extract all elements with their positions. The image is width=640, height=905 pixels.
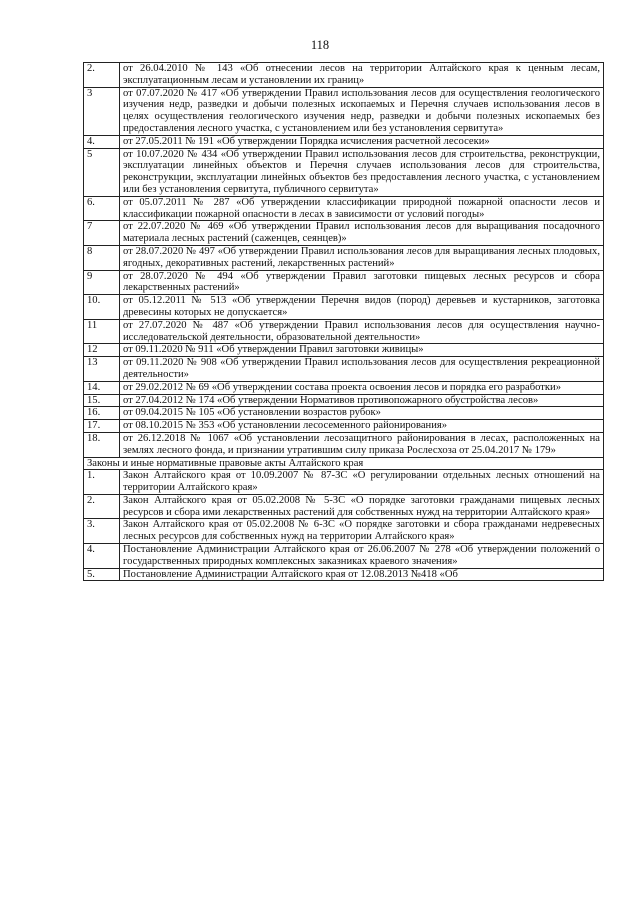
- row-number: 1.: [84, 470, 120, 495]
- table-row: [84, 420, 604, 433]
- row-text: Постановление Администрации Алтайского края от 26.06.2007 № 278 «Об утверждении положений о государственных природных комплексных заказниках краевого значения»: [120, 544, 604, 569]
- row-text: от 27.04.2012 № 174 «Об утверждении Нормативов противопожарного обустройства лесов»: [120, 394, 604, 407]
- row-text: от 09.11.2020 № 908 «Об утверждении Правил использования лесов для осуществления рекреационной деятельности»: [120, 357, 604, 382]
- table-row: [84, 381, 604, 394]
- row-text: от 09.11.2020 № 911 «Об утверждении Правил заготовки живицы»: [120, 344, 604, 357]
- row-number: 7: [84, 221, 120, 246]
- table-row: [84, 245, 604, 270]
- row-number: 4.: [84, 544, 120, 569]
- row-number: 3.: [84, 519, 120, 544]
- row-number: 4.: [84, 135, 120, 148]
- row-number: 2.: [84, 494, 120, 519]
- row-number: 10.: [84, 295, 120, 320]
- row-text: Закон Алтайского края от 10.09.2007 № 87-ЗС «О регулировании отдельных лесных отношений на территории Алтайского края»: [120, 470, 604, 495]
- row-text: от 27.07.2020 № 487 «Об утверждении Правил использования лесов для осуществления научно-исследовательской деятельности, образовательной деятельности»: [120, 319, 604, 344]
- table-row: [84, 196, 604, 221]
- table-row: [84, 319, 604, 344]
- table-row: [84, 357, 604, 382]
- table-row: [84, 494, 604, 519]
- row-number: 5: [84, 148, 120, 196]
- table-row: [84, 135, 604, 148]
- row-text: от 05.12.2011 № 513 «Об утверждении Перечня видов (пород) деревьев и кустарников, заготовка древесины которых не допускается»: [120, 295, 604, 320]
- table-row: [84, 432, 604, 457]
- regulations-table-body: [84, 63, 604, 581]
- regulations-table: [83, 62, 604, 581]
- row-text: от 26.04.2010 № 143 «Об отнесении лесов на территории Алтайского края к ценным лесам, эксплуатационным лесам и установлении их границ»: [120, 63, 604, 88]
- table-row: [84, 394, 604, 407]
- page-number: 118: [310, 38, 330, 52]
- row-number: 17.: [84, 420, 120, 433]
- row-number: 3: [84, 87, 120, 135]
- row-text: Постановление Администрации Алтайского края от 12.08.2013 №418 «Об: [120, 568, 604, 581]
- row-text: от 22.07.2020 № 469 «Об утверждении Правил использования лесов для выращивания посадочного материала лесных растений (саженцев, сеянцев)»: [120, 221, 604, 246]
- row-text: от 08.10.2015 № 353 «Об установлении лесосеменного районирования»: [120, 420, 604, 433]
- row-text: Закон Алтайского края от 05.02.2008 № 6-ЗС «О порядке заготовки и сбора гражданами недревесных лесных ресурсов для собственных нужд на территории Алтайского края»: [120, 519, 604, 544]
- row-number: 5.: [84, 568, 120, 581]
- row-number: 15.: [84, 394, 120, 407]
- table-row: [84, 544, 604, 569]
- row-text: от 27.05.2011 № 191 «Об утверждении Порядка исчисления расчетной лесосеки»: [120, 135, 604, 148]
- row-text: Закон Алтайского края от 05.02.2008 № 5-ЗС «О порядке заготовки гражданами пищевых лесных ресурсов и сбора ими лекарственных растений для собственных нужд на территории Алтайского края»: [120, 494, 604, 519]
- row-text: от 10.07.2020 № 434 «Об утверждении Правил использования лесов для строительства, реконструкции, эксплуатации линейных объектов и Перечня случаев использования лесов для строительства, реконструкции, эксплуатации линейных объектов без предоставления лесного участка, с установлением или без установления сервитута, публичного сервитута»: [120, 148, 604, 196]
- row-number: 12: [84, 344, 120, 357]
- table-row: [84, 221, 604, 246]
- row-number: 2.: [84, 63, 120, 88]
- section-heading-row: [84, 457, 604, 470]
- table-row: [84, 87, 604, 135]
- row-text: от 09.04.2015 № 105 «Об установлении возрастов рубок»: [120, 407, 604, 420]
- row-number: 8: [84, 245, 120, 270]
- table-row: [84, 519, 604, 544]
- table-row: [84, 344, 604, 357]
- row-number: 14.: [84, 381, 120, 394]
- table-row: [84, 568, 604, 581]
- table-row: [84, 148, 604, 196]
- table-row: [84, 270, 604, 295]
- row-text: от 05.07.2011 № 287 «Об утверждении классификации природной пожарной опасности лесов и классификации пожарной опасности в лесах в зависимости от условий погоды»: [120, 196, 604, 221]
- row-text: от 28.07.2020 № 494 «Об утверждении Правил заготовки пищевых лесных ресурсов и сбора лекарственных растений»: [120, 270, 604, 295]
- row-number: 6.: [84, 196, 120, 221]
- table-row: [84, 63, 604, 88]
- section-heading: Законы и иные нормативные правовые акты Алтайского края: [84, 457, 604, 470]
- row-text: от 07.07.2020 № 417 «Об утверждении Правил использования лесов для осуществления геологического изучения недр, разведки и добычи полезных ископаемых и Перечня случаев использования лесов в целях осуществления геологического изучения недр, разведки и добычи полезных ископаемых без предоставления лесного участка, с установлением или без установления сервитута»: [120, 87, 604, 135]
- row-text: от 29.02.2012 № 69 «Об утверждении состава проекта освоения лесов и порядка его разработки»: [120, 381, 604, 394]
- row-number: 16.: [84, 407, 120, 420]
- table-row: [84, 407, 604, 420]
- table-row: [84, 295, 604, 320]
- row-number: 13: [84, 357, 120, 382]
- row-text: от 28.07.2020 № 497 «Об утверждении Правил использования лесов для выращивания лесных плодовых, ягодных, декоративных растений, лекарственных растений»: [120, 245, 604, 270]
- row-text: от 26.12.2018 № 1067 «Об установлении лесозащитного районирования в лесах, расположенных на землях лесного фонда, и признании утратившим силу приказа Рослесхоза от 25.04.2017 № 179»: [120, 432, 604, 457]
- row-number: 18.: [84, 432, 120, 457]
- row-number: 9: [84, 270, 120, 295]
- table-row: [84, 470, 604, 495]
- row-number: 11: [84, 319, 120, 344]
